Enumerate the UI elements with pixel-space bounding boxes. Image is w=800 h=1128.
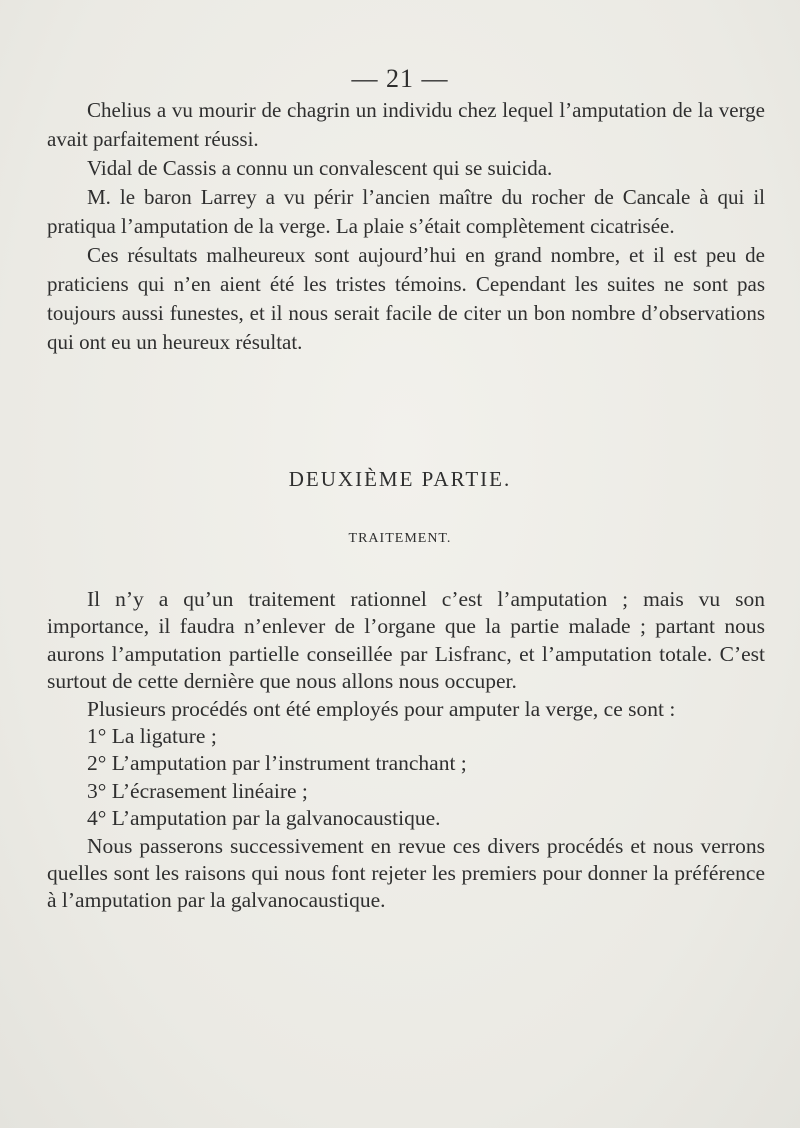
paragraph: Il n’y a qu’un traitement rationnel c’est l’amputation ; mais vu son importance, il faudra n’enlever de l’organe que la partie malade ; partant nous aurons l’amputation partielle conseillée par Lisfranc, et l’amputation totale. C’est surtout de cette dernière que nous allons nous occuper. [47, 587, 765, 694]
procedure-item: 3° L’écrasement linéaire ; [87, 778, 308, 803]
treatment-text [47, 586, 765, 915]
paragraph: Ces résultats malheureux sont aujourd’hui en grand nombre, et il est peu de praticiens qui n’en aient été les tristes témoins. Cependant les suites ne sont pas toujours aussi funestes, et il nous serait facile de citer un bon nombre d’observations qui ont eu un heureux résultat. [47, 243, 765, 354]
page-number: — 21 — [351, 64, 449, 93]
intro-text [47, 96, 765, 357]
paragraph: Chelius a vu mourir de chagrin un individu chez lequel l’amputation de la verge avait parfaitement réussi. [47, 98, 765, 151]
procedure-item: 1° La ligature ; [87, 724, 217, 749]
paragraph: Nous passerons successivement en revue ces divers procédés et nous verrons quelles sont les raisons qui nous font rejeter les premiers pour donner la préférence à l’amputation par la galvanocaustique. [47, 833, 765, 913]
procedure-item: 2° L’amputation par l’instrument tranchant ; [87, 751, 467, 776]
paragraph: M. le baron Larrey a vu périr l’ancien maître du rocher de Cancale à qui il pratiqua l’amputation de la verge. La plaie s’était complètement cicatrisée. [47, 185, 765, 238]
procedure-item: 4° L’amputation par la galvanocaustique. [87, 806, 441, 831]
subsection-title: TRAITEMENT. [348, 531, 452, 546]
paragraph: Plusieurs procédés ont été employés pour amputer la verge, ce sont : [87, 696, 676, 721]
paragraph: Vidal de Cassis a connu un convalescent qui se suicida. [87, 156, 553, 180]
section-title: DEUXIÈME PARTIE. [288, 467, 512, 491]
